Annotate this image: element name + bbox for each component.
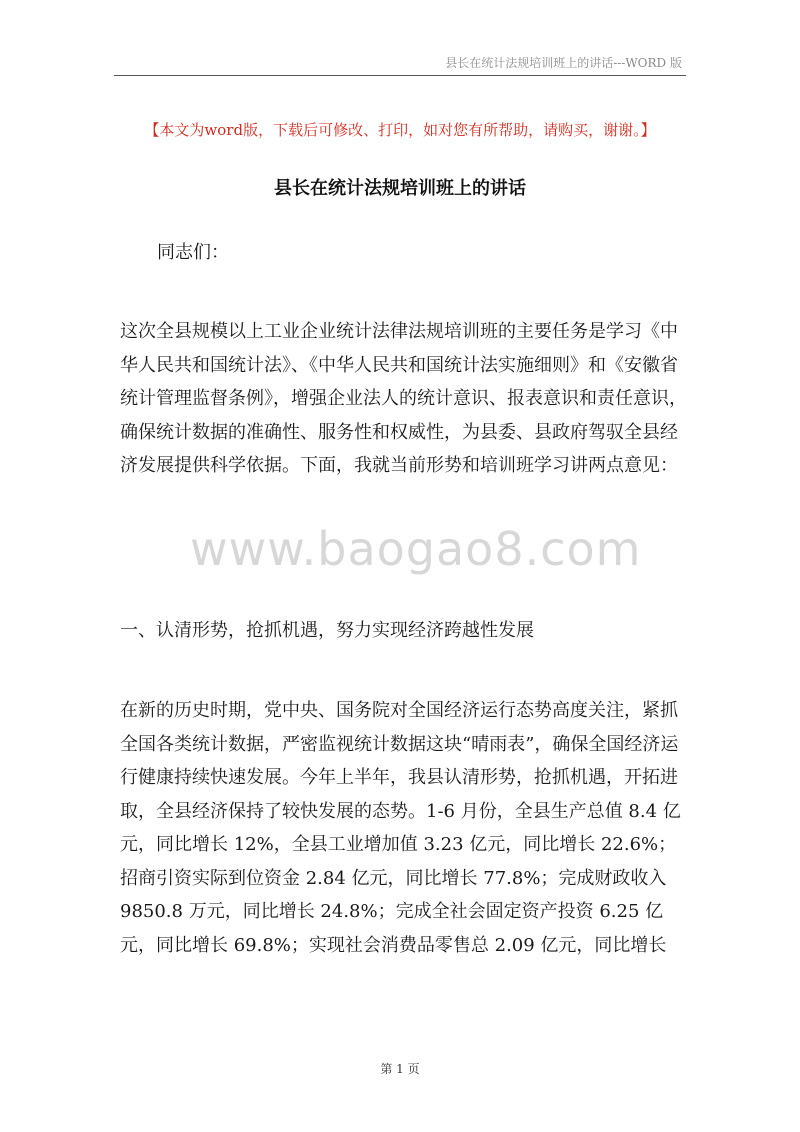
paragraph-economy: 在新的历史时期，党中央、国务院对全国经济运行态势高度关注，紧抓全国各类统计数据，严密监视统计数据这块“晴雨表”，确保全国经济运行健康持续快速发展。今年上半年，我县认清形势，抢抓机遇，开拓进取，全县经济保持了较快发展的态势。1-6 月份，全县生产总值 8.4 亿元，同比增长 12%，全县工业增加值 3.23 亿元，同比增长 22.6%；招商引资实际到位资金 2.84 亿元，同比增长 77.8%；完成财政收入 9850.8 万元，同比增长 24.8%；完成全社会固定资产投资 6.25 亿元，同比增长 69.8%；实现社会消费品零售总 2.09 亿元，同比增长 — [120, 700, 681, 956]
watermark: www.baogao8.com — [190, 522, 642, 576]
header-divider — [114, 75, 686, 76]
page-number: 第 1 页 — [380, 1062, 420, 1076]
running-header: 县长在统计法规培训班上的讲话---WORD 版 — [445, 56, 682, 70]
document-title: 县长在统计法规培训班上的讲话 — [274, 178, 526, 199]
paragraph-intro: 这次全县规模以上工业企业统计法律法规培训班的主要任务是学习《中华人民共和国统计法》、《中华人民共和国统计法实施细则》和《安徽省统计管理监督条例》，增强企业法人的统计意识、报表意识和责任意识，确保统计数据的准确性、服务性和权威性，为县委、县政府驾驭全县经济发展提供科学依据。下面，我就当前形势和培训班学习讲两点意见： — [120, 321, 687, 476]
purchase-notice: 【本文为word版，下载后可修改、打印，如对您有所帮助，请购买，谢谢。】 — [144, 121, 656, 139]
section-heading-1: 一、认清形势，抢抓机遇，努力实现经济跨越性发展 — [120, 620, 534, 641]
salutation: 同志们： — [157, 242, 229, 263]
